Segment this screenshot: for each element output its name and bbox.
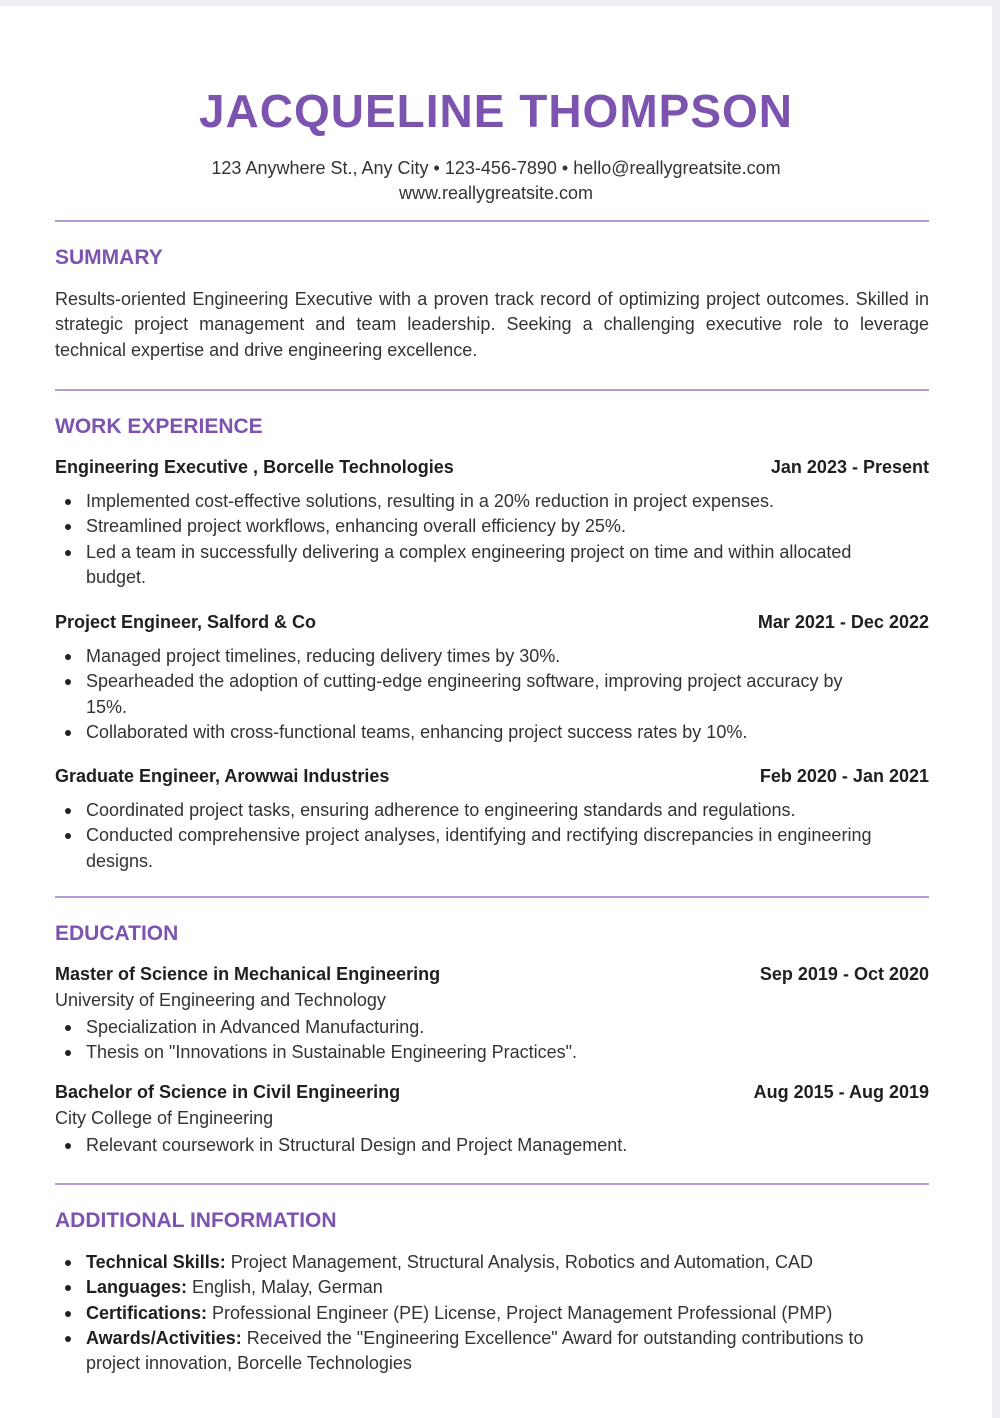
item-label: Certifications:	[86, 1302, 208, 1323]
job-header	[55, 766, 929, 787]
list-item: Managed project timelines, reducing delivery times by 30%.	[55, 644, 845, 669]
list-item: Streamlined project workflows, enhancing overall efficiency by 25%.	[55, 514, 855, 539]
website: www.reallygreatsite.com	[398, 183, 594, 203]
job-bullets	[55, 798, 885, 874]
candidate-name: JACQUELINE THOMPSON	[198, 85, 794, 137]
education-heading: EDUCATION	[55, 922, 179, 945]
list-item: Relevant coursework in Structural Design and Project Management.	[55, 1133, 929, 1158]
job-header	[55, 612, 929, 633]
list-item	[55, 1326, 900, 1377]
school-name: University of Engineering and Technology	[55, 990, 386, 1010]
item-text: Project Management, Structural Analysis, Robotics and Automation, CAD	[225, 1252, 814, 1272]
list-item	[55, 1301, 900, 1326]
item-text: Professional Engineer (PE) License, Project Management Professional (PMP)	[207, 1302, 833, 1323]
job-header	[55, 457, 929, 478]
list-item: Implemented cost-effective solutions, resulting in a 20% reduction in project expenses.	[55, 489, 855, 514]
item-label: Awards/Activities:	[86, 1327, 242, 1348]
summary-text: Results-oriented Engineering Executive with a proven track record of optimizing project outcomes. Skilled in strategic project management and team leadership. Seeking a challenging executive role to leverage technical expertise and drive engineering excellence.	[55, 289, 929, 360]
item-text: Received the "Engineering Excellence" Award for outstanding contributions to project innovation, Borcelle Technologies	[86, 1327, 864, 1374]
section-divider	[55, 896, 929, 898]
job-title: Project Engineer, Salford & Co	[55, 612, 317, 632]
degree-header	[55, 964, 929, 985]
contact-info	[0, 156, 992, 206]
additional-list	[55, 1250, 900, 1376]
section-divider	[55, 220, 929, 222]
degree-header	[55, 1082, 929, 1103]
work-heading: WORK EXPERIENCE	[55, 415, 263, 438]
section-divider	[55, 1183, 929, 1185]
degree-title: Master of Science in Mechanical Engineering	[55, 964, 441, 984]
contact-line: 123 Anywhere St., Any City • 123-456-7890 • hello@reallygreatsite.com	[211, 158, 781, 178]
list-item	[55, 1250, 900, 1275]
list-item: Spearheaded the adoption of cutting-edge engineering software, improving project accuracy by 15%.	[55, 669, 845, 720]
job-dates: Feb 2020 - Jan 2021	[759, 766, 929, 786]
degree-bullets	[55, 1015, 929, 1066]
job-title: Engineering Executive , Borcelle Technologies	[55, 457, 454, 477]
list-item: Specialization in Advanced Manufacturing.	[55, 1015, 929, 1040]
job-title: Graduate Engineer, Arowwai Industries	[55, 766, 390, 786]
job-dates: Mar 2021 - Dec 2022	[757, 612, 929, 632]
list-item: Coordinated project tasks, ensuring adherence to engineering standards and regulations.	[55, 798, 885, 823]
additional-heading: ADDITIONAL INFORMATION	[55, 1209, 337, 1232]
job-bullets	[55, 489, 855, 590]
job-dates: Jan 2023 - Present	[770, 457, 929, 477]
degree-bullets	[55, 1133, 929, 1158]
resume-page	[0, 6, 992, 1418]
school-name: City College of Engineering	[55, 1108, 274, 1128]
degree-dates: Sep 2019 - Oct 2020	[759, 964, 929, 984]
list-item: Collaborated with cross-functional teams, enhancing project success rates by 10%.	[55, 720, 845, 745]
summary-heading: SUMMARY	[55, 246, 163, 269]
list-item: Conducted comprehensive project analyses, identifying and rectifying discrepancies in engineering designs.	[55, 823, 885, 874]
degree-dates: Aug 2015 - Aug 2019	[753, 1082, 929, 1102]
degree-title: Bachelor of Science in Civil Engineering	[55, 1082, 401, 1102]
item-text: English, Malay, German	[187, 1277, 383, 1298]
item-label: Languages:	[86, 1277, 188, 1298]
section-divider	[55, 389, 929, 391]
list-item: Thesis on "Innovations in Sustainable Engineering Practices".	[55, 1040, 929, 1065]
list-item	[55, 1275, 900, 1300]
list-item: Led a team in successfully delivering a complex engineering project on time and within allocated budget.	[55, 540, 855, 591]
item-label: Technical Skills:	[86, 1252, 226, 1272]
job-bullets	[55, 644, 845, 745]
